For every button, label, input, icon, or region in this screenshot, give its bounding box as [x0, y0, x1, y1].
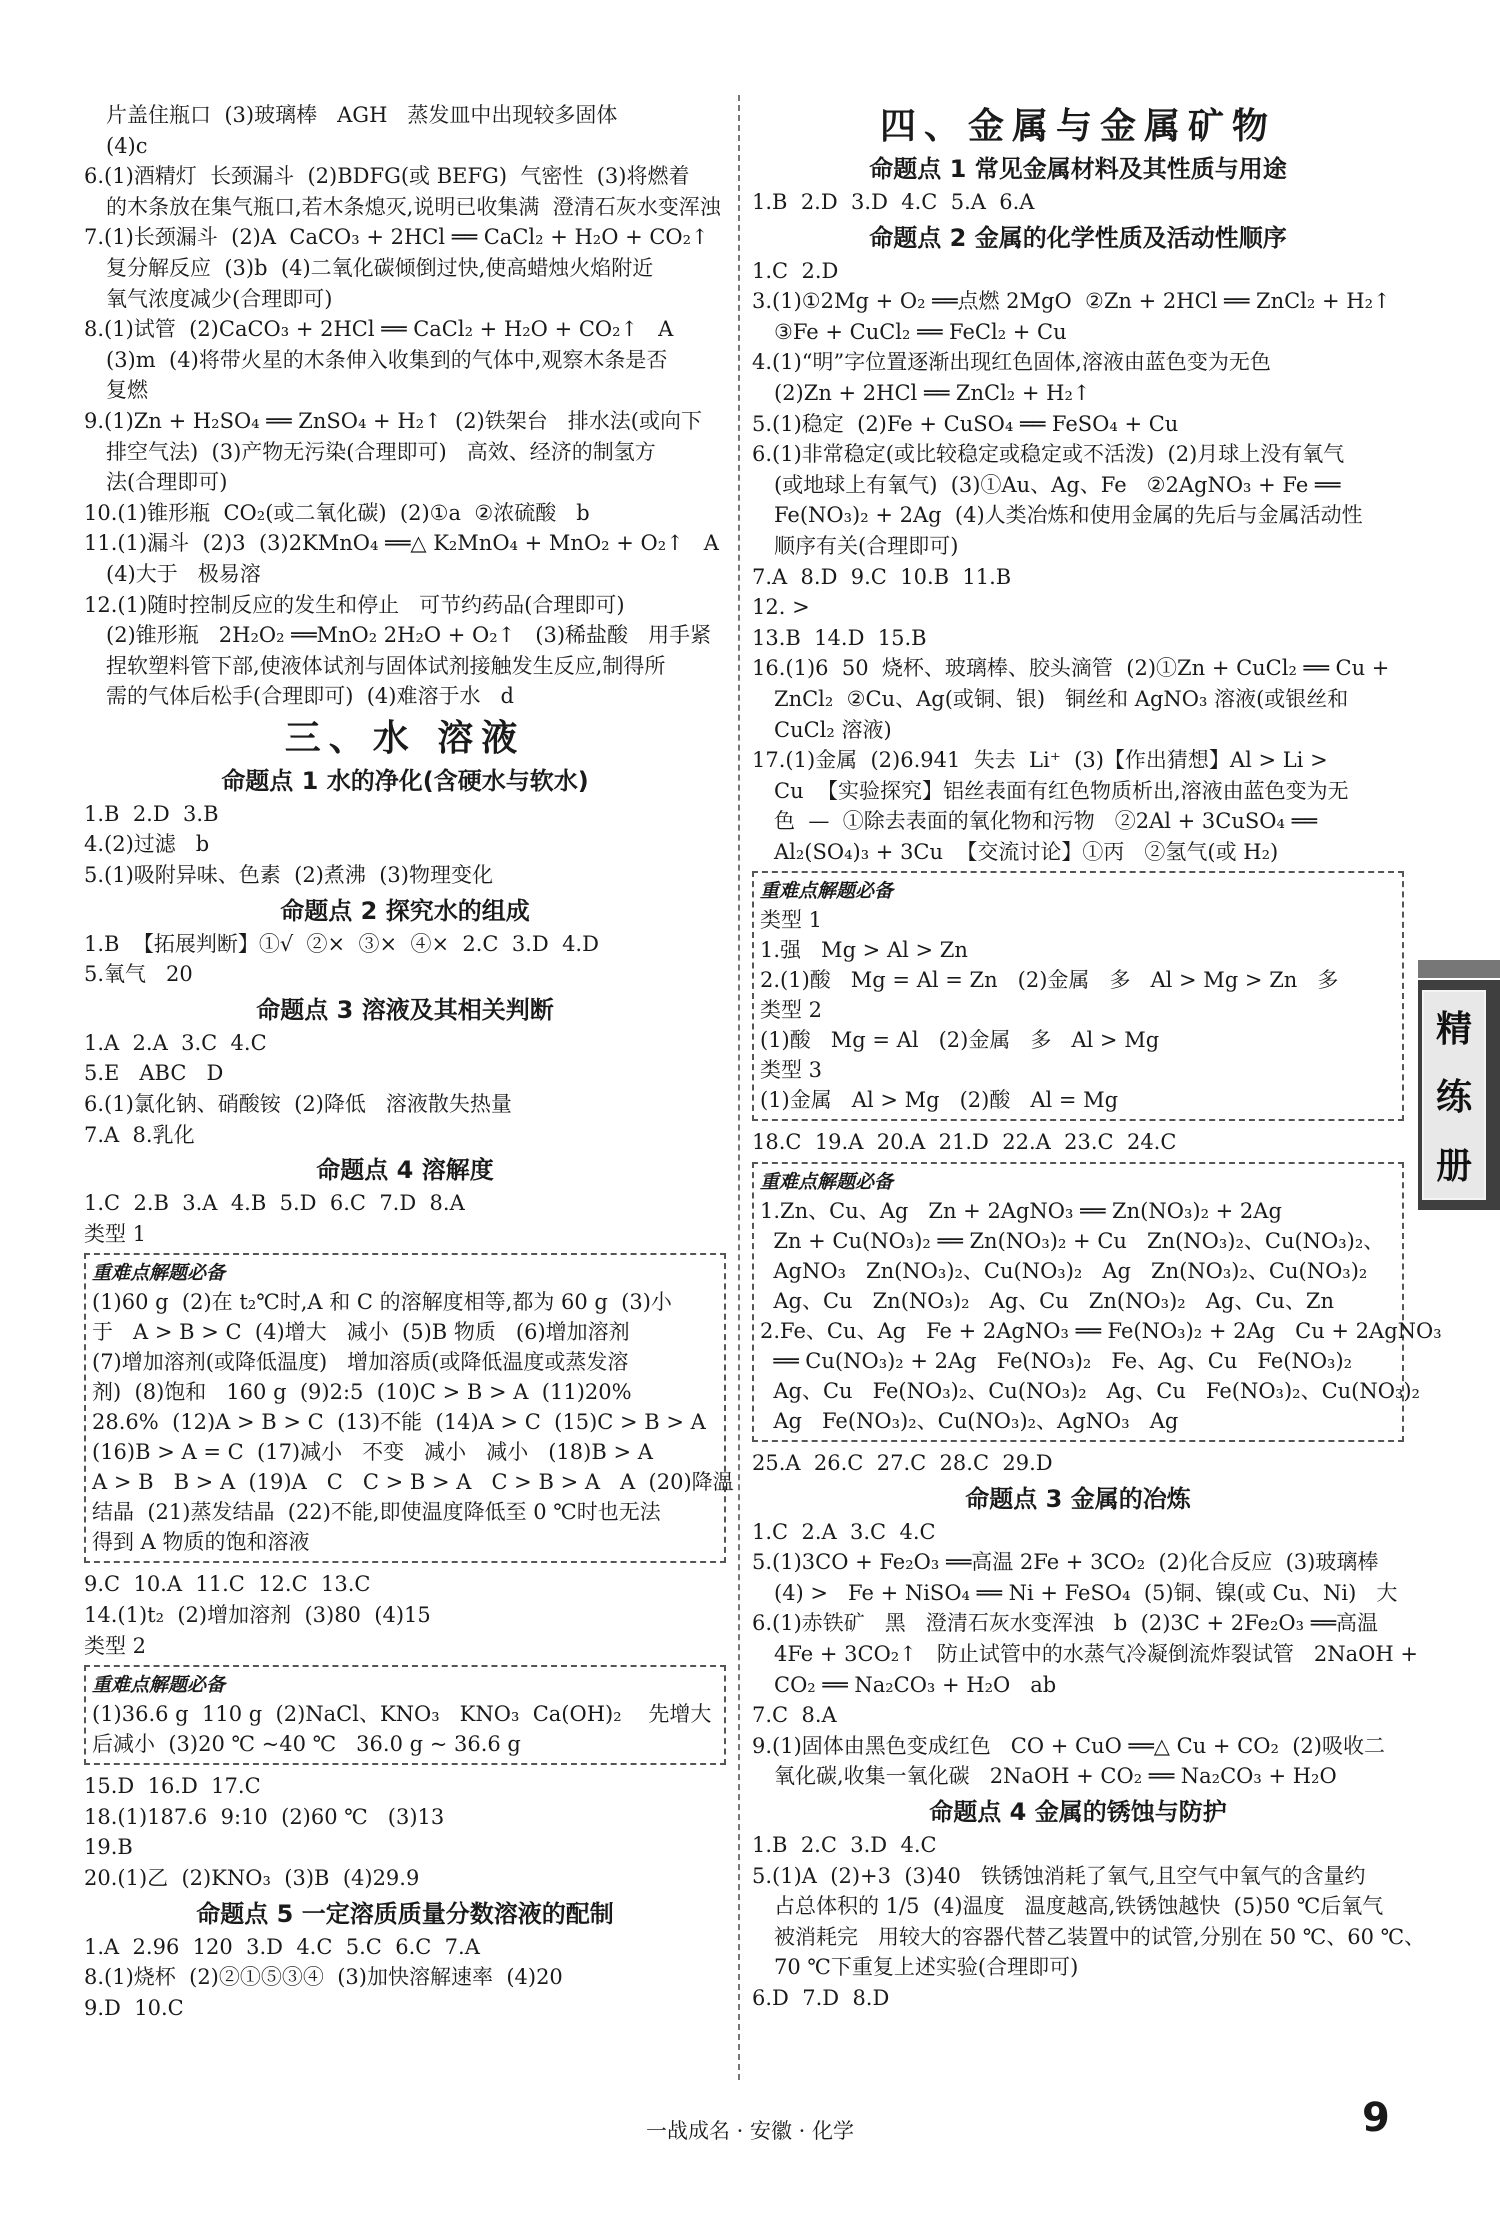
- answer-line: 8.(1)试管 (2)CaCO₃ + 2HCl ══ CaCl₂ + H₂O + CO₂↑ A: [84, 317, 674, 342]
- answer-line: 7.C 8.A: [752, 1703, 837, 1728]
- answer-line: (4)大于 极易溶: [106, 561, 261, 586]
- key-points-box: [84, 1253, 734, 1563]
- side-tab-top: [1418, 960, 1500, 978]
- answer-line: Cu 【实验探究】铝丝表面有红色物质析出,溶液由蓝色变为无: [774, 778, 1349, 803]
- key-points-line: A > B B > A (19)A C C > B > A C > B > A A (20)降温: [92, 1470, 734, 1495]
- answer-line: 8.(1)烧杯 (2)②①⑤③④ (3)加快溶解速率 (4)20: [84, 1965, 563, 1990]
- key-points-line: 类型 2: [760, 998, 823, 1023]
- answer-line: 12. >: [752, 595, 810, 620]
- answer-line: 4.(2)过滤 b: [84, 832, 210, 857]
- key-points-line: 类型 3: [760, 1058, 823, 1083]
- answer-line: 6.(1)氯化钠、硝酸铵 (2)降低 溶液散失热量: [84, 1092, 512, 1117]
- answer-line: 法(合理即可): [106, 470, 228, 495]
- key-points-line: (1)金属 Al > Mg (2)酸 Al = Mg: [760, 1088, 1119, 1113]
- answer-line: 4.(1)“明”字位置逐渐出现红色固体,溶液由蓝色变为无色: [752, 350, 1271, 375]
- answer-line: Fe(NO₃)₂ + 2Ag (4)人类冶炼和使用金属的先后与金属活动性: [774, 503, 1363, 528]
- key-points-line: 于 A > B > C (4)增大 减小 (5)B 物质 (6)增加溶剂: [92, 1320, 630, 1345]
- answer-line: 占总体积的 1/5 (4)温度 温度越高,铁锈蚀越快 (5)50 ℃后氧气: [774, 1894, 1384, 1919]
- answer-line: 氧气浓度减少(合理即可): [106, 286, 333, 311]
- answer-line: 18.C 19.A 20.A 21.D 22.A 23.C 24.C: [752, 1130, 1177, 1155]
- key-points-line: AgNO₃ Zn(NO₃)₂、Cu(NO₃)₂ Ag Zn(NO₃)₂、Cu(NO₃)₂: [760, 1259, 1368, 1284]
- answer-line: 5.(1)3CO + Fe₂O₃ ══高温 2Fe + 3CO₂ (2)化合反应 (3)玻璃棒: [752, 1550, 1379, 1575]
- key-points-line: 2.Fe、Cu、Ag Fe + 2AgNO₃ ══ Fe(NO₃)₂ + 2Ag Cu + 2AgNO₃: [760, 1319, 1442, 1344]
- key-points-box: [752, 1162, 1442, 1442]
- answer-line: 10.(1)锥形瓶 CO₂(或二氧化碳) (2)①a ②浓硫酸 b: [84, 500, 590, 525]
- right-column: [752, 100, 1442, 2014]
- key-points-line: 结晶 (21)蒸发结晶 (22)不能,即使温度降低至 0 ℃时也无法: [92, 1500, 661, 1525]
- key-points-line: Zn + Cu(NO₃)₂ ══ Zn(NO₃)₂ + Cu Zn(NO₃)₂、Cu(NO₃)₂、: [760, 1229, 1385, 1254]
- answer-line: 1.B 2.D 3.D 4.C 5.A 6.A: [752, 190, 1035, 214]
- key-points-line: ══ Cu(NO₃)₂ + 2Ag Fe(NO₃)₂ Fe、Ag、Cu Fe(NO₃)₂: [760, 1349, 1353, 1374]
- answer-line: CuCl₂ 溶液): [774, 717, 892, 742]
- answer-line: 17.(1)金属 (2)6.941 失去 Li⁺ (3)【作出猜想】Al > Li >: [752, 748, 1328, 773]
- side-tab-char: 精: [1435, 1008, 1472, 1050]
- key-points-line: (7)增加溶剂(或降低温度) 增加溶质(或降低温度或蒸发溶: [92, 1350, 629, 1375]
- answer-line: 3.(1)①2Mg + O₂ ══点燃 2MgO ②Zn + 2HCl ══ ZnCl₂ + H₂↑: [752, 289, 1391, 314]
- key-points-title: 重难点解题必备: [92, 1262, 226, 1285]
- answer-line: 9.(1)固体由黑色变成红色 CO + CuO ══△ Cu + CO₂ (2)吸收二: [752, 1733, 1385, 1758]
- answer-line: 需的气体后松手(合理即可) (4)难溶于水 d: [106, 684, 514, 709]
- key-points-box: [752, 871, 1404, 1121]
- answer-line: (4)c: [106, 133, 148, 158]
- answer-line: 7.A 8.乳化: [84, 1122, 195, 1147]
- answer-line: ③Fe + CuCl₂ ══ FeCl₂ + Cu: [774, 319, 1067, 344]
- answer-line: 顺序有关(合理即可): [774, 533, 959, 558]
- answer-line: 14.(1)t₂ (2)增加溶剂 (3)80 (4)15: [84, 1603, 431, 1627]
- key-points-line: 2.(1)酸 Mg = Al = Zn (2)金属 多 Al > Mg > Zn 多: [760, 968, 1339, 993]
- answer-line: (2)锥形瓶 2H₂O₂ ══MnO₂ 2H₂O + O₂↑ (3)稀盐酸 用手紧: [106, 623, 712, 648]
- key-points-line: 28.6% (12)A > B > C (13)不能 (14)A > C (15)C > B > A: [92, 1410, 706, 1435]
- answer-line: 被消耗完 用较大的容器代替乙装置中的试管,分别在 50 ℃、60 ℃、: [774, 1924, 1426, 1949]
- chapter-title: 三、水 溶液: [284, 717, 526, 759]
- answer-line: 6.D 7.D 8.D: [752, 1985, 890, 2010]
- key-points-title: 重难点解题必备: [92, 1674, 226, 1697]
- answer-line: 7.(1)长颈漏斗 (2)A CaCO₃ + 2HCl ══ CaCl₂ + H₂O + CO₂↑: [84, 225, 709, 250]
- answer-line: 1.C 2.B 3.A 4.B 5.D 6.C 7.D 8.A: [84, 1191, 465, 1216]
- answer-line: 6.(1)非常稳定(或比较稳定或稳定或不活泼) (2)月球上没有氧气: [752, 442, 1345, 467]
- section-heading: 命题点 2 探究水的组成: [280, 896, 530, 925]
- answer-line: 复分解反应 (3)b (4)二氧化碳倾倒过快,使高蜡烛火焰附近: [106, 255, 654, 280]
- answer-line: 16.(1)6 50 烧杯、玻璃棒、胶头滴管 (2)①Zn + CuCl₂ ══ Cu +: [752, 656, 1390, 681]
- answer-line: 70 ℃下重复上述实验(合理即可): [774, 1955, 1079, 1980]
- key-points-line: Ag、Cu Zn(NO₃)₂ Ag、Cu Zn(NO₃)₂ Ag、Cu、Zn: [760, 1289, 1335, 1314]
- answer-line: (或地球上有氧气) (3)①Au、Ag、Fe ②2AgNO₃ + Fe ══: [774, 472, 1341, 497]
- answer-line: Al₂(SO₄)₃ + 3Cu 【交流讨论】①丙 ②氢气(或 H₂): [774, 839, 1279, 864]
- key-points-line: 1.强 Mg > Al > Zn: [760, 938, 968, 963]
- section-heading: 命题点 4 金属的锈蚀与防护: [929, 1798, 1227, 1826]
- answer-line: 1.C 2.D: [752, 258, 839, 283]
- key-points-line: (1)36.6 g 110 g (2)NaCl、KNO₃ KNO₃ Ca(OH)₂ 先增大: [92, 1702, 712, 1727]
- answer-line: 的木条放在集气瓶口,若木条熄灭,说明已收集满 澄清石灰水变浑浊: [106, 194, 721, 219]
- answer-line: 5.E ABC D: [84, 1061, 224, 1086]
- side-tab-label: [1422, 990, 1486, 1200]
- key-points-line: (1)60 g (2)在 t₂℃时,A 和 C 的溶解度相等,都为 60 g (3)小: [92, 1290, 672, 1315]
- answer-line: 19.B: [84, 1835, 133, 1860]
- answer-line: 7.A 8.D 9.C 10.B 11.B: [752, 564, 1012, 589]
- answer-line: (4) > Fe + NiSO₄ ══ Ni + FeSO₄ (5)铜、镍(或 Cu、Ni) 大: [774, 1580, 1398, 1605]
- side-tab-char: 册: [1435, 1146, 1472, 1188]
- section-heading: 命题点 3 金属的冶炼: [965, 1484, 1191, 1513]
- section-heading: 命题点 5 一定溶质质量分数溶液的配制: [196, 1899, 614, 1928]
- answer-line: 13.B 14.D 15.B: [752, 625, 927, 650]
- answer-line: 6.(1)赤铁矿 黑 澄清石灰水变浑浊 b (2)3C + 2Fe₂O₃ ══高温: [752, 1611, 1378, 1636]
- answer-line: 1.B 2.C 3.D 4.C: [752, 1833, 937, 1857]
- answer-line: 1.A 2.96 120 3.D 4.C 5.C 6.C 7.A: [84, 1934, 480, 1959]
- answer-line: 片盖住瓶口 (3)玻璃棒 AGH 蒸发皿中出现较多固体: [106, 103, 618, 127]
- key-points-title: 重难点解题必备: [760, 880, 894, 903]
- answer-line: 12.(1)随时控制反应的发生和停止 可节约药品(合理即可): [84, 592, 625, 617]
- answer-line: 11.(1)漏斗 (2)3 (3)2KMnO₄ ══△ K₂MnO₄ + MnO₂ + O₂↑ A: [84, 531, 719, 556]
- key-points-line: (1)酸 Mg = Al (2)金属 多 Al > Mg: [760, 1028, 1160, 1053]
- answer-line: 1.B 2.D 3.B: [84, 801, 219, 826]
- answer-line: 氧化碳,收集一氧化碳 2NaOH + CO₂ ══ Na₂CO₃ + H₂O: [774, 1764, 1337, 1789]
- key-points-line: 1.Zn、Cu、Ag Zn + 2AgNO₃ ══ Zn(NO₃)₂ + 2Ag: [760, 1199, 1282, 1224]
- type-label: 类型 2: [84, 1633, 147, 1658]
- type-label: 类型 1: [84, 1221, 147, 1246]
- answer-line: 18.(1)187.6 9:10 (2)60 ℃ (3)13: [84, 1804, 445, 1829]
- key-points-line: 类型 1: [760, 908, 823, 933]
- key-points-line: (16)B > A = C (17)减小 不变 减小 减小 (18)B > A: [92, 1440, 653, 1465]
- key-points-title: 重难点解题必备: [760, 1171, 894, 1194]
- key-points-line: Ag Fe(NO₃)₂、Cu(NO₃)₂、AgNO₃ Ag: [760, 1409, 1179, 1434]
- section-heading: 命题点 2 金属的化学性质及活动性顺序: [869, 223, 1287, 252]
- answer-line: 排空气法) (3)产物无污染(合理即可) 高效、经济的制氢方: [106, 439, 656, 464]
- answer-line: 4Fe + 3CO₂↑ 防止试管中的水蒸气冷凝倒流炸裂试管 2NaOH +: [774, 1642, 1418, 1667]
- section-heading: 命题点 3 溶液及其相关判断: [256, 995, 554, 1024]
- column-divider: [738, 95, 740, 2080]
- section-heading: 命题点 1 常见金属材料及其性质与用途: [869, 155, 1287, 183]
- answer-line: 1.A 2.A 3.C 4.C: [84, 1030, 267, 1055]
- answer-line: 15.D 16.D 17.C: [84, 1774, 261, 1799]
- answer-line: 20.(1)乙 (2)KNO₃ (3)B (4)29.9: [84, 1865, 420, 1890]
- key-points-line: 得到 A 物质的饱和溶液: [92, 1530, 310, 1555]
- answer-line: (2)Zn + 2HCl ══ ZnCl₂ + H₂↑: [774, 380, 1091, 405]
- page-number: 9: [1362, 2095, 1390, 2141]
- answer-line: ZnCl₂ ②Cu、Ag(或铜、银) 铜丝和 AgNO₃ 溶液(或银丝和: [774, 686, 1349, 711]
- answer-line: 5.(1)吸附异味、色素 (2)煮沸 (3)物理变化: [84, 863, 493, 888]
- answer-line: 5.(1)A (2)+3 (3)40 铁锈蚀消耗了氧气,且空气中氧气的含量约: [752, 1863, 1366, 1888]
- answer-line: 25.A 26.C 27.C 28.C 29.D: [752, 1451, 1053, 1476]
- left-column: [84, 100, 734, 2023]
- section-heading: 命题点 4 溶解度: [316, 1156, 494, 1185]
- answer-line: 捏软塑料管下部,使液体试剂与固体试剂接触发生反应,制得所: [106, 653, 666, 678]
- answer-line: CO₂ ══ Na₂CO₃ + H₂O ab: [774, 1672, 1057, 1697]
- answer-line: (3)m (4)将带火星的木条伸入收集到的气体中,观察木条是否: [106, 347, 668, 372]
- key-points-line: 后减小 (3)20 ℃ ~40 ℃ 36.0 g ~ 36.6 g: [92, 1732, 521, 1757]
- section-heading: 命题点 1 水的净化(含硬水与软水): [221, 766, 589, 795]
- answer-line: 6.(1)酒精灯 长颈漏斗 (2)BDFG(或 BEFG) 气密性 (3)将燃着: [84, 164, 690, 189]
- answer-line: 5.氧气 20: [84, 962, 193, 987]
- answer-line: 9.D 10.C: [84, 1995, 184, 2020]
- key-points-line: Ag、Cu Fe(NO₃)₂、Cu(NO₃)₂ Ag、Cu Fe(NO₃)₂、Cu(NO₃)₂: [760, 1379, 1420, 1404]
- side-tab-char: 练: [1435, 1077, 1472, 1119]
- answer-line: 9.C 10.A 11.C 12.C 13.C: [84, 1572, 371, 1597]
- key-points-line: 剂) (8)饱和 160 g (9)2:5 (10)C > B > A (11)20%: [92, 1380, 632, 1405]
- answer-line: 1.B 【拓展判断】①√ ②× ③× ④× 2.C 3.D 4.D: [84, 931, 599, 956]
- chapter-title: 四、金属与金属矿物: [879, 106, 1276, 147]
- answer-line: 9.(1)Zn + H₂SO₄ ══ ZnSO₄ + H₂↑ (2)铁架台 排水法(或向下: [84, 408, 702, 433]
- key-points-box: [84, 1665, 726, 1765]
- answer-line: 5.(1)稳定 (2)Fe + CuSO₄ ══ FeSO₄ + Cu: [752, 411, 1179, 436]
- answer-line: 1.C 2.A 3.C 4.C: [752, 1519, 936, 1544]
- answer-line: 复燃: [106, 378, 148, 403]
- answer-line: 色 — ①除去表面的氧化物和污物 ②2Al + 3CuSO₄ ══: [774, 809, 1317, 834]
- page-footer: 一战成名 · 安徽 · 化学: [645, 2119, 855, 2143]
